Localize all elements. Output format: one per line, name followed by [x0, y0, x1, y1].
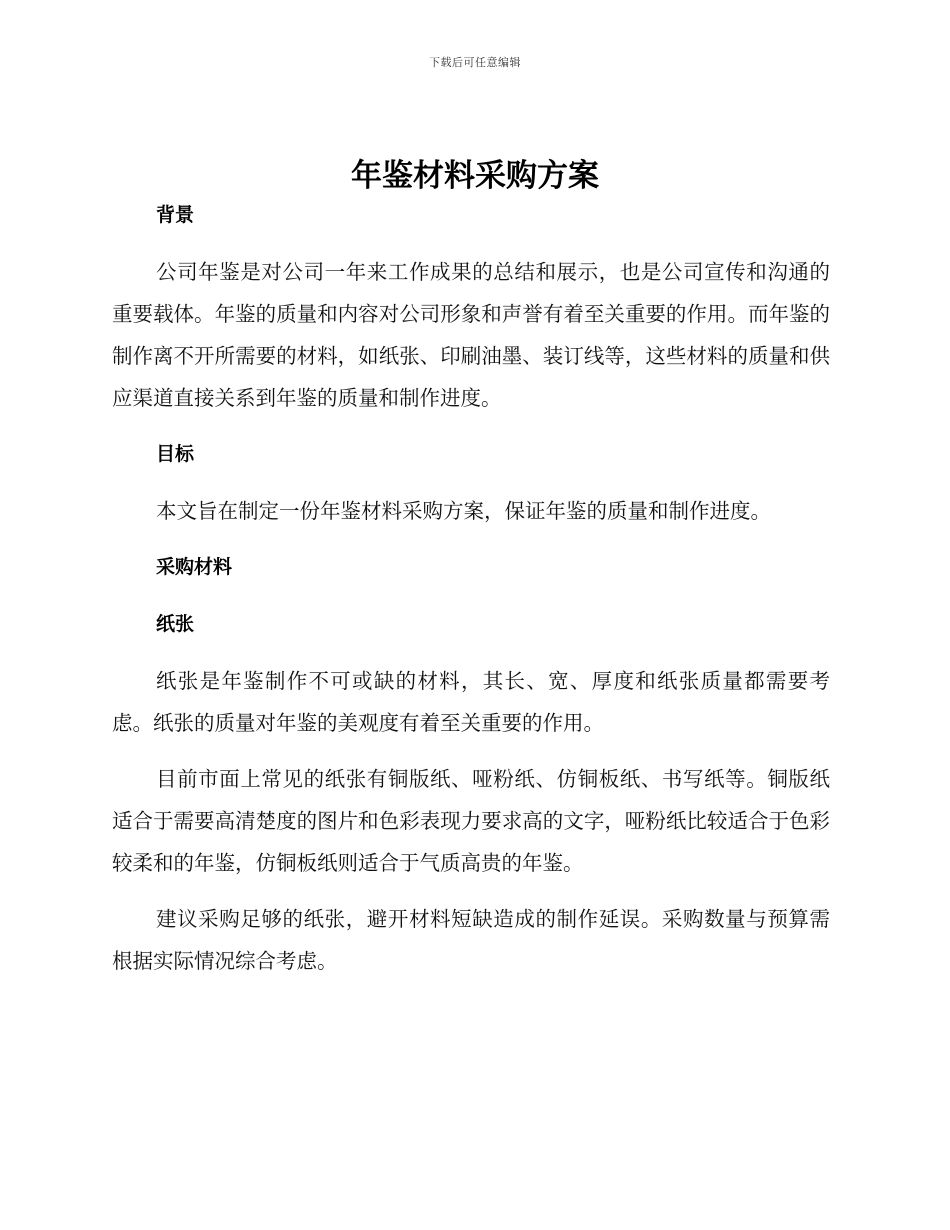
- goal-paragraph: 本文旨在制定一份年鉴材料采购方案，保证年鉴的质量和制作进度。: [156, 499, 771, 523]
- paper-paragraph-2: 目前市面上常见的纸张有铜版纸、哑粉纸、仿铜板纸、书写纸等。铜版纸适合于需要高清楚度的图片和色彩表现力要求高的文字，哑粉纸比较适合于色彩较柔和的年鉴，仿铜板纸则适合于气质高贵的年鉴。: [112, 767, 830, 875]
- paper-paragraph-3: 建议采购足够的纸张，避开材料短缺造成的制作延误。采购数量与预算需根据实际情况综合考虑。: [112, 907, 830, 973]
- page-header-note: 下载后可任意编辑: [429, 56, 521, 69]
- background-paragraph: 公司年鉴是对公司一年来工作成果的总结和展示，也是公司宣传和沟通的重要载体。年鉴的质量和内容对公司形象和声誉有着至关重要的作用。而年鉴的制作离不开所需要的材料，如纸张、印刷油墨、装订线等，这些材料的质量和供应渠道直接关系到年鉴的质量和制作进度。: [112, 260, 830, 410]
- subsection-heading-paper: 纸张: [156, 613, 195, 635]
- document-body: [112, 200, 830, 982]
- section-heading-background: 背景: [156, 204, 195, 226]
- document-title: 年鉴材料采购方案: [351, 158, 599, 194]
- section-heading-procurement: 采购材料: [156, 556, 233, 578]
- paper-paragraph-1: 纸张是年鉴制作不可或缺的材料，其长、宽、厚度和纸张质量都需要考虑。纸张的质量对年鉴的美观度有着至关重要的作用。: [112, 669, 830, 735]
- section-heading-goal: 目标: [156, 443, 195, 465]
